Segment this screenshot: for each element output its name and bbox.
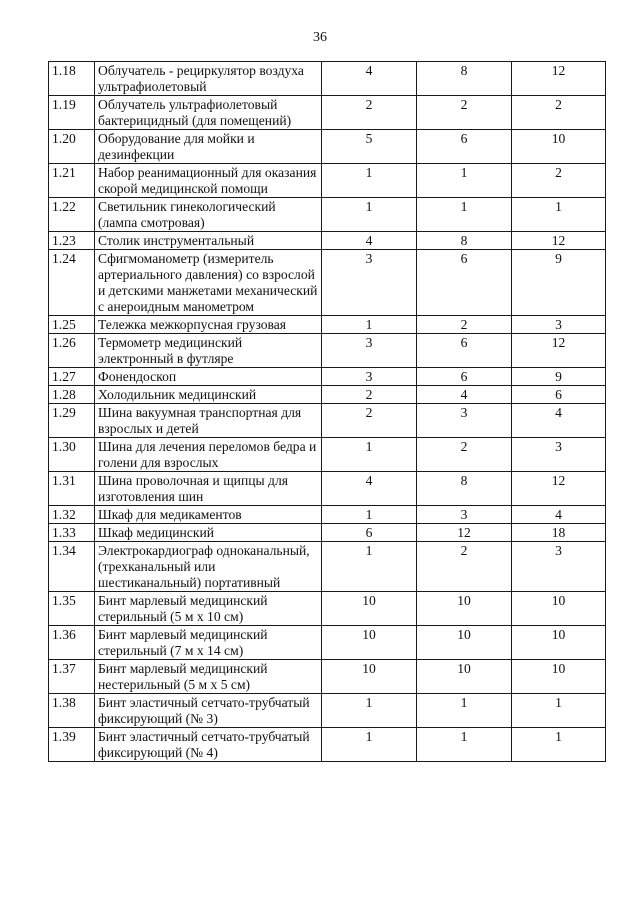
- quantity-3-cell: 2: [512, 164, 606, 198]
- item-name-cell: Холодильник медицинский: [95, 386, 322, 404]
- quantity-1-cell: 1: [322, 198, 417, 232]
- quantity-3-cell: 12: [512, 62, 606, 96]
- item-name-cell: Оборудование для мойки и дезинфекции: [95, 130, 322, 164]
- quantity-3-cell: 3: [512, 316, 606, 334]
- row-number-cell: 1.21: [49, 164, 95, 198]
- quantity-2-cell: 8: [417, 232, 512, 250]
- item-name-cell: Бинт марлевый медицинский стерильный (5 м x 10 см): [95, 592, 322, 626]
- row-number-cell: 1.39: [49, 728, 95, 762]
- quantity-1-cell: 4: [322, 232, 417, 250]
- quantity-1-cell: 1: [322, 694, 417, 728]
- quantity-3-cell: 6: [512, 386, 606, 404]
- quantity-2-cell: 1: [417, 164, 512, 198]
- item-name-cell: Набор реанимационный для оказания скорой медицинской помощи: [95, 164, 322, 198]
- quantity-3-cell: 10: [512, 626, 606, 660]
- table-row: [49, 728, 606, 762]
- row-number-cell: 1.31: [49, 472, 95, 506]
- quantity-2-cell: 6: [417, 368, 512, 386]
- quantity-1-cell: 1: [322, 542, 417, 592]
- quantity-1-cell: 1: [322, 316, 417, 334]
- quantity-3-cell: 2: [512, 96, 606, 130]
- quantity-2-cell: 4: [417, 386, 512, 404]
- table-row: [49, 164, 606, 198]
- quantity-2-cell: 6: [417, 250, 512, 316]
- table-row: [49, 232, 606, 250]
- quantity-1-cell: 2: [322, 96, 417, 130]
- quantity-3-cell: 1: [512, 694, 606, 728]
- quantity-1-cell: 1: [322, 164, 417, 198]
- row-number-cell: 1.23: [49, 232, 95, 250]
- item-name-cell: Бинт эластичный сетчато-трубчатый фиксирующий (№ 3): [95, 694, 322, 728]
- quantity-2-cell: 2: [417, 96, 512, 130]
- quantity-2-cell: 10: [417, 626, 512, 660]
- row-number-cell: 1.33: [49, 524, 95, 542]
- item-name-cell: Столик инструментальный: [95, 232, 322, 250]
- item-name-cell: Тележка межкорпусная грузовая: [95, 316, 322, 334]
- row-number-cell: 1.20: [49, 130, 95, 164]
- quantity-1-cell: 2: [322, 404, 417, 438]
- quantity-3-cell: 9: [512, 368, 606, 386]
- row-number-cell: 1.37: [49, 660, 95, 694]
- quantity-3-cell: 12: [512, 472, 606, 506]
- item-name-cell: Бинт марлевый медицинский нестерильный (5 м x 5 см): [95, 660, 322, 694]
- table-row: [49, 404, 606, 438]
- item-name-cell: Шина вакуумная транспортная для взрослых и детей: [95, 404, 322, 438]
- table-row: [49, 368, 606, 386]
- row-number-cell: 1.24: [49, 250, 95, 316]
- item-name-cell: Бинт эластичный сетчато-трубчатый фиксирующий (№ 4): [95, 728, 322, 762]
- item-name-cell: Фонендоскоп: [95, 368, 322, 386]
- table-row: [49, 386, 606, 404]
- item-name-cell: Шина для лечения переломов бедра и голени для взрослых: [95, 438, 322, 472]
- quantity-2-cell: 3: [417, 506, 512, 524]
- row-number-cell: 1.19: [49, 96, 95, 130]
- quantity-2-cell: 2: [417, 542, 512, 592]
- item-name-cell: Шина проволочная и щипцы для изготовления шин: [95, 472, 322, 506]
- row-number-cell: 1.38: [49, 694, 95, 728]
- table-row: [49, 626, 606, 660]
- quantity-3-cell: 12: [512, 334, 606, 368]
- quantity-3-cell: 1: [512, 728, 606, 762]
- table-row: [49, 62, 606, 96]
- table-row: [49, 660, 606, 694]
- table-row: [49, 524, 606, 542]
- quantity-2-cell: 6: [417, 130, 512, 164]
- table-row: [49, 316, 606, 334]
- row-number-cell: 1.26: [49, 334, 95, 368]
- item-name-cell: Шкаф медицинский: [95, 524, 322, 542]
- equipment-table-body: [49, 62, 606, 762]
- item-name-cell: Облучатель ультрафиолетовый бактерицидный (для помещений): [95, 96, 322, 130]
- row-number-cell: 1.36: [49, 626, 95, 660]
- quantity-2-cell: 1: [417, 694, 512, 728]
- quantity-2-cell: 1: [417, 728, 512, 762]
- quantity-3-cell: 3: [512, 438, 606, 472]
- quantity-3-cell: 9: [512, 250, 606, 316]
- quantity-1-cell: 1: [322, 438, 417, 472]
- quantity-3-cell: 10: [512, 130, 606, 164]
- quantity-1-cell: 2: [322, 386, 417, 404]
- table-row: [49, 542, 606, 592]
- quantity-3-cell: 1: [512, 198, 606, 232]
- row-number-cell: 1.25: [49, 316, 95, 334]
- table-row: [49, 438, 606, 472]
- page-number: 36: [313, 30, 327, 45]
- quantity-1-cell: 1: [322, 728, 417, 762]
- row-number-cell: 1.35: [49, 592, 95, 626]
- table-row: [49, 130, 606, 164]
- quantity-3-cell: 3: [512, 542, 606, 592]
- quantity-3-cell: 10: [512, 592, 606, 626]
- quantity-3-cell: 4: [512, 404, 606, 438]
- quantity-1-cell: 10: [322, 592, 417, 626]
- table-row: [49, 250, 606, 316]
- quantity-2-cell: 2: [417, 316, 512, 334]
- quantity-1-cell: 3: [322, 368, 417, 386]
- quantity-1-cell: 1: [322, 506, 417, 524]
- quantity-2-cell: 2: [417, 438, 512, 472]
- table-row: [49, 592, 606, 626]
- item-name-cell: Шкаф для медикаментов: [95, 506, 322, 524]
- quantity-3-cell: 12: [512, 232, 606, 250]
- item-name-cell: Электрокардиограф одноканальный, (трехканальный или шестиканальный) портативный: [95, 542, 322, 592]
- row-number-cell: 1.22: [49, 198, 95, 232]
- quantity-2-cell: 10: [417, 592, 512, 626]
- item-name-cell: Термометр медицинский электронный в футляре: [95, 334, 322, 368]
- item-name-cell: Облучатель - рециркулятор воздуха ультрафиолетовый: [95, 62, 322, 96]
- quantity-1-cell: 4: [322, 62, 417, 96]
- quantity-1-cell: 5: [322, 130, 417, 164]
- row-number-cell: 1.30: [49, 438, 95, 472]
- quantity-1-cell: 3: [322, 250, 417, 316]
- quantity-2-cell: 8: [417, 62, 512, 96]
- quantity-3-cell: 18: [512, 524, 606, 542]
- row-number-cell: 1.28: [49, 386, 95, 404]
- table-row: [49, 472, 606, 506]
- quantity-1-cell: 3: [322, 334, 417, 368]
- quantity-1-cell: 6: [322, 524, 417, 542]
- table-row: [49, 96, 606, 130]
- item-name-cell: Бинт марлевый медицинский стерильный (7 м x 14 см): [95, 626, 322, 660]
- row-number-cell: 1.32: [49, 506, 95, 524]
- row-number-cell: 1.29: [49, 404, 95, 438]
- item-name-cell: Сфигмоманометр (измеритель артериального давления) со взрослой и детскими манжетами механический с анероидным манометром: [95, 250, 322, 316]
- row-number-cell: 1.27: [49, 368, 95, 386]
- quantity-2-cell: 1: [417, 198, 512, 232]
- table-row: [49, 506, 606, 524]
- quantity-2-cell: 8: [417, 472, 512, 506]
- quantity-2-cell: 3: [417, 404, 512, 438]
- quantity-2-cell: 12: [417, 524, 512, 542]
- item-name-cell: Светильник гинекологический (лампа смотровая): [95, 198, 322, 232]
- table-row: [49, 198, 606, 232]
- table-row: [49, 694, 606, 728]
- row-number-cell: 1.34: [49, 542, 95, 592]
- quantity-1-cell: 10: [322, 660, 417, 694]
- quantity-3-cell: 10: [512, 660, 606, 694]
- row-number-cell: 1.18: [49, 62, 95, 96]
- quantity-1-cell: 4: [322, 472, 417, 506]
- table-row: [49, 334, 606, 368]
- equipment-table: [48, 61, 606, 762]
- quantity-3-cell: 4: [512, 506, 606, 524]
- quantity-2-cell: 10: [417, 660, 512, 694]
- quantity-2-cell: 6: [417, 334, 512, 368]
- quantity-1-cell: 10: [322, 626, 417, 660]
